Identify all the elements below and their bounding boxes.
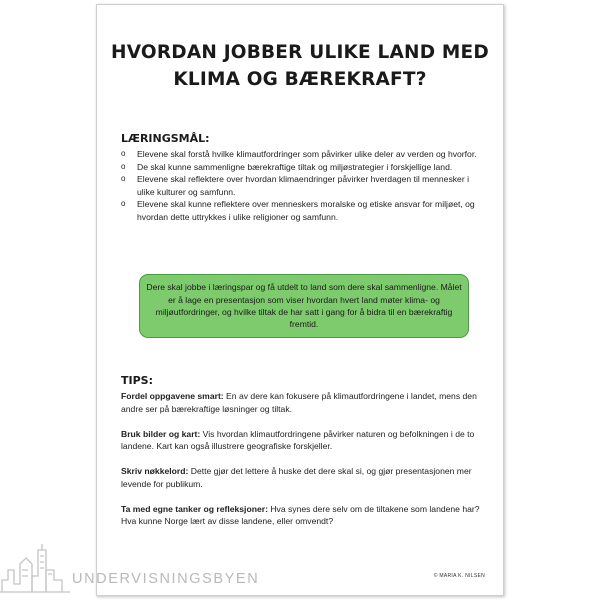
worksheet-page: [96, 4, 504, 596]
tip-text: Vis hvordan klimautfordringene påvirker naturen og befolkningen i de to landene. Kart kan også illustrere geografiske forskjeller.: [121, 428, 475, 452]
tip-text: Dette gjør det lettere å huske det dere skal si, og gjør presentasjonen mer levende for publikum.: [121, 466, 472, 489]
tip-text: Hva synes dere selv om de tiltakene som landene har? Hva kunne Norge lært av disse landene, eller omvendt?: [121, 503, 480, 527]
tip-label: Skriv nøkkelord:: [121, 466, 189, 477]
list-item: [121, 503, 491, 528]
bullet-icon: o: [121, 174, 126, 184]
list-item: [121, 465, 491, 490]
tip-text: En av dere kan fokusere på klimautfordringene i landet, mens den andre ser på bærekraftige løsninger og tiltak.: [121, 391, 477, 414]
bullet-icon: o: [121, 149, 126, 158]
learning-goals-list: [121, 148, 486, 224]
page-title: [97, 39, 503, 93]
title-line-1: HVORDAN JOBBER ULIKE LAND MED: [111, 42, 489, 63]
task-description-text: Dere skal jobbe i læringspar og få utdelt to land som dere skal sammenligne. Målet er å lage en presentasjon som viser hvordan hvert land møter klima- og miljøutfordringer, og hvilke tiltak de har satt i gang for å bidra til en bærekraftig fremtid.: [146, 282, 462, 330]
goal-text: Elevene skal reflektere over hvordan klimaendringer påvirker hverdagen til mennesker i ulike kulturer og samfunn.: [137, 174, 469, 197]
brand-name: UNDERVISNINGSBYEN: [72, 571, 260, 587]
title-line-2: KLIMA OG BÆREKRAFT?: [173, 69, 427, 90]
tip-label: Fordel oppgavene smart:: [121, 391, 224, 401]
task-description-box: [139, 274, 469, 338]
goal-text: De skal kunne sammenligne bærekraftige tiltak og miljøstrategier i forskjellige land.: [137, 161, 453, 172]
city-skyline-icon: [0, 540, 80, 596]
learning-goals-heading: LÆRINGSMÅL:: [121, 132, 210, 145]
brand-watermark: [0, 540, 330, 596]
list-item: [121, 390, 491, 415]
bullet-icon: o: [121, 161, 126, 171]
list-item: [121, 173, 486, 198]
list-item: [121, 161, 486, 174]
bullet-icon: o: [121, 199, 126, 209]
list-item: [121, 428, 491, 453]
tip-label: Bruk bilder og kart:: [121, 428, 201, 439]
tips-heading: TIPS:: [121, 374, 153, 387]
list-item: [121, 198, 486, 223]
list-item: [121, 148, 486, 161]
goal-text: Elevene skal kunne reflektere over menneskers moralske og etiske ansvar for miljøet, og hvordan dette uttrykkes i ulike religioner og samfunn.: [137, 199, 475, 222]
tip-label: Ta med egne tanker og refleksjoner:: [121, 503, 268, 514]
copyright-note: © MARIA K. NILSEN: [433, 573, 485, 579]
goal-text: Elevene skal forstå hvilke klimautfordringer som påvirker ulike deler av verden og hvorfor.: [137, 149, 477, 159]
tips-list: [121, 390, 491, 540]
